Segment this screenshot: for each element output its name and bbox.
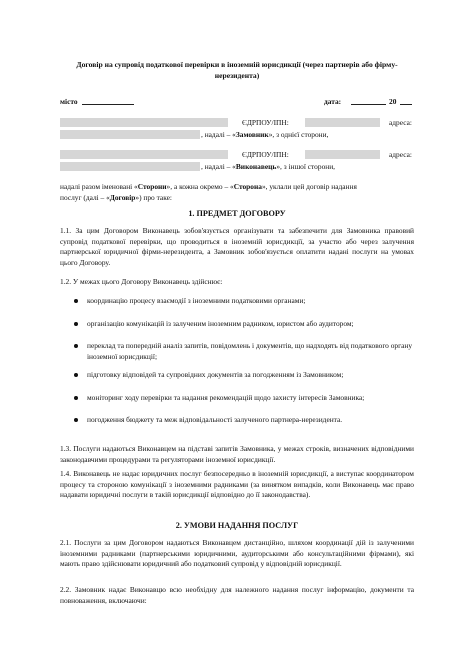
date-field[interactable] (351, 97, 386, 105)
date-year-field[interactable] (400, 97, 412, 105)
city-label: місто (60, 97, 78, 106)
bullet-item: координацію процесу взаємодії з іноземними податковими органами; (87, 296, 306, 305)
bullet-dot (74, 373, 78, 377)
party1-address-field[interactable] (60, 130, 200, 139)
party1-edrpou-label: ЄДРПОУ/ІПН: (242, 118, 289, 127)
bullet-item: моніторинг ходу перевірки та надання рекомендацій щодо захисту інтересів Замовника; (87, 393, 365, 402)
bullet-dot (74, 396, 78, 400)
clause-1-4: 1.4. Виконавець не надає юридичних послуг безпосередньо в іноземній юрисдикції, а виступає координатором процесу та стороною комунікації з іноземними радниками (за винятком випадків, коли Виконавець має право надавати юридичні послуги в такій юрисдикції відповідно до її законодавства). (60, 469, 414, 500)
party1-role-line: , надалі – «Замовник», з однієї сторони, (201, 130, 329, 139)
bullet-item: організацію комунікацій із залученим іноземним радником, юристом або аудитором; (87, 319, 354, 328)
party2-edrpou-label: ЄДРПОУ/ІПН: (242, 150, 289, 159)
party2-name-field[interactable] (60, 150, 228, 159)
party2-role-line: , надалі – «Виконавець», з іншої сторони, (201, 162, 336, 171)
bullet-item: переклад та попередній аналіз запитів, повідомлень і документів, що надходять від податкового органу іноземної юрисдикції; (87, 341, 413, 361)
bullet-item: погодження бюджету та меж відповідальності залученого партнера-нерезидента. (87, 415, 343, 424)
bullet-dot (74, 322, 78, 326)
clause-2-1: 2.1. Послуги за цим Договором надаються Виконавцем дистанційно, шляхом координації дій із залученими іноземними радниками (партнерськими юридичними, аудиторськими або консультаційними фірмами), які мають право здійснювати юридичний або податковий супровід у відповідній юрисдикції. (60, 538, 414, 569)
party1-name-field[interactable] (60, 118, 228, 127)
preamble-line2: послуг (далі – «Договір») про таке: (60, 193, 172, 202)
bullet-item: підготовку відповідей та супровідних документів за погодженням із Замовником; (87, 370, 344, 379)
party1-edrpou-field[interactable] (305, 118, 380, 127)
clause-1-2: 1.2. У межах цього Договору Виконавець здійснює: (60, 277, 223, 286)
party1-address-label: адреса: (389, 118, 412, 127)
party2-address-field[interactable] (60, 162, 200, 171)
document-title: Договір на супровід податкової перевірки в іноземній юрисдикції (через партнерів або фірму-нерезидента) (76, 60, 398, 80)
city-field[interactable] (82, 97, 134, 105)
bullet-dot (74, 299, 78, 303)
preamble-line1: надалі разом іменовані «Сторони», а кожна окремо – «Сторона», уклали цей договір надання (60, 182, 357, 191)
party2-address-label: адреса: (389, 150, 412, 159)
section1-heading: 1. ПРЕДМЕТ ДОГОВОРУ (188, 209, 286, 218)
clause-2-2: 2.2. Замовник надає Виконавцю всю необхідну для належного надання послуг інформацію, документи та повноваження, включаючи: (60, 585, 414, 605)
clause-1-3: 1.3. Послуги надаються Виконавцем на підставі запитів Замовника, у межах строків, визначених відповідними законодавчими процедурами та регуляторами іноземної юрисдикції. (60, 444, 414, 464)
section2-heading: 2. УМОВИ НАДАННЯ ПОСЛУГ (175, 521, 299, 530)
clause-1-1: 1.1. За цим Договором Виконавець зобов'язується організувати та забезпечити для Замовника правовий супровід податкової перевірки, що проводиться в іноземній юрисдикції, за участю або через залучення партнерської юридичної фірми-нерезидента, а Замовник зобов'язується оплатити надані послуги на умовах цього Договору. (60, 226, 414, 267)
bullet-dot (74, 344, 78, 348)
date-year: 20 (389, 97, 397, 106)
date-label: дата: (324, 97, 342, 106)
bullet-dot (74, 418, 78, 422)
party2-edrpou-field[interactable] (305, 150, 380, 159)
